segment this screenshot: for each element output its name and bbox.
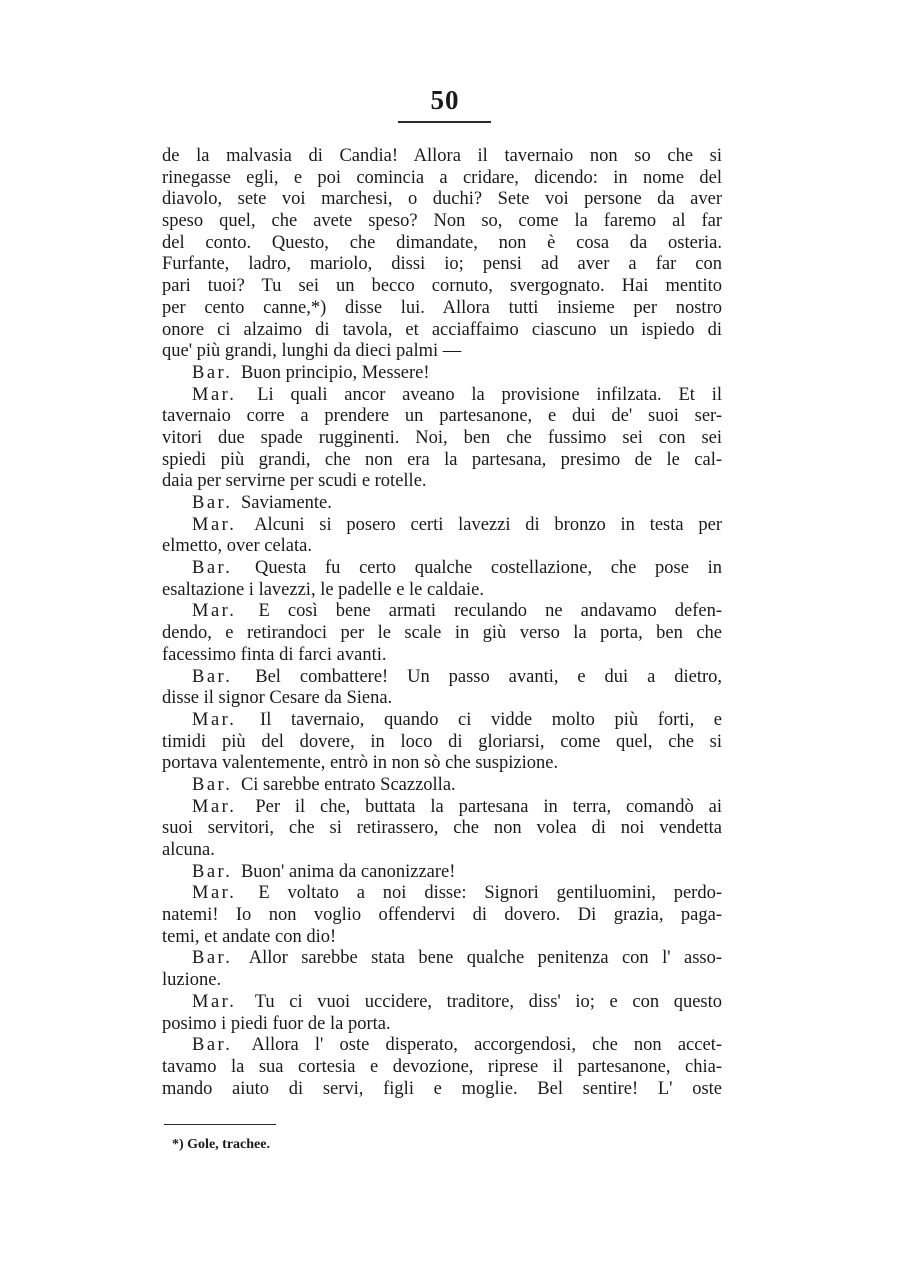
dialogue-line (162, 363, 722, 385)
line-text: Furfante, ladro, mariolo, dissi io; pensi ad aver a far con (162, 254, 722, 275)
line-text: Buon principio, Messere! (240, 362, 430, 383)
text-line (162, 168, 722, 190)
line-text: Questa fu certo qualche costellazione, che pose in (254, 558, 722, 579)
dialogue-line (162, 862, 722, 884)
text-line (162, 298, 722, 320)
speaker-label: Bar. (192, 666, 233, 687)
dialogue-line (162, 558, 722, 580)
line-text: rinegasse egli, e poi comincia a cridare, dicendo: in nome del (162, 167, 722, 188)
text-line (162, 189, 722, 211)
line-text: per cento canne,*) disse lui. Allora tutti insieme per nostro (162, 297, 722, 318)
text-line (162, 1057, 722, 1079)
line-text: pari tuoi? Tu sei un becco cornuto, svergognato. Hai mentito (162, 276, 722, 297)
speaker-label: Mar. (192, 709, 237, 730)
dialogue-line (162, 775, 722, 797)
dialogue-line (162, 667, 722, 689)
text-line (162, 146, 722, 168)
text-line (162, 320, 722, 342)
line-text: luzione. (162, 970, 222, 991)
text-line (162, 753, 722, 775)
line-text: tavernaio corre a prendere un partesanone, e dui de' suoi ser- (162, 406, 722, 427)
line-text: Allora l' oste disperato, accorgendosi, che non accet- (251, 1035, 722, 1056)
line-text: portava valentemente, entrò in non sò che suspizione. (162, 753, 559, 774)
line-text: vitori due spade rugginenti. Noi, ben che fussimo sei con sei (162, 427, 722, 448)
line-text: Alcuni si posero certi lavezzi di bronzo in testa per (254, 514, 722, 535)
line-text: diavolo, sete voi marchesi, o duchi? Sete voi persone da aver (162, 189, 722, 210)
text-line (162, 645, 722, 667)
text-line (162, 927, 722, 949)
dialogue-line (162, 883, 722, 905)
page-number: 50 (430, 85, 460, 115)
line-text: suoi servitori, che si retirassero, che non volea di noi vendetta (162, 818, 722, 839)
footnote-rule (164, 1124, 276, 1125)
speaker-label: Bar. (192, 774, 233, 795)
dialogue-line (162, 1035, 722, 1057)
line-text: temi, et andate con dio! (162, 926, 337, 947)
text-line (162, 233, 722, 255)
speaker-label: Bar. (192, 1035, 233, 1056)
text-line (162, 818, 722, 840)
dialogue-line (162, 601, 722, 623)
line-text: Allor sarebbe stata bene qualche penitenza con l' asso- (248, 948, 722, 969)
text-line (162, 970, 722, 992)
text-line (162, 406, 722, 428)
footnote: *) Gole, trachee. (172, 1137, 270, 1152)
line-text: elmetto, over celata. (162, 536, 312, 557)
line-text: onore ci alzaimo di tavola, et acciaffaimo ciascuno un ispiedo di (162, 319, 722, 340)
speaker-label: Bar. (192, 558, 233, 579)
text-line (162, 623, 722, 645)
line-text: del conto. Questo, che dimandate, non è cosa da osteria. (162, 232, 722, 253)
line-text: natemi! Io non voglio offendervi di dovero. Di grazia, paga- (162, 905, 722, 926)
dialogue-line (162, 493, 722, 515)
text-line (162, 1014, 722, 1036)
line-text: que' più grandi, lunghi da dieci palmi — (162, 341, 462, 362)
dialogue-line (162, 710, 722, 732)
speaker-label: Bar. (192, 493, 233, 513)
dialogue-line (162, 948, 722, 970)
line-text: disse il signor Cesare da Siena. (162, 688, 393, 709)
line-text: tavamo la sua cortesia e devozione, riprese il partesanone, chia- (162, 1056, 722, 1077)
text-line (162, 688, 722, 710)
text-line (162, 211, 722, 233)
text-line (162, 471, 722, 493)
line-text: mando aiuto di servi, figli e moglie. Bel sentire! L' oste (162, 1078, 722, 1099)
speaker-label: Mar. (192, 883, 237, 904)
line-text: daia per servirne per scudi e rotelle. (162, 471, 427, 492)
text-line (162, 1079, 722, 1101)
speaker-label: Mar. (192, 514, 237, 535)
text-line (162, 450, 722, 472)
line-text: de la malvasia di Candia! Allora il tavernaio non so che si (162, 146, 722, 166)
line-text: Ci sarebbe entrato Scazzolla. (240, 774, 456, 795)
line-text: spiedi più grandi, che non era la partesana, presimo de le cal- (162, 449, 722, 470)
speaker-label: Mar. (192, 991, 237, 1012)
line-text: speso quel, che avete speso? Non so, come la faremo al far (162, 211, 722, 232)
line-text: Per il che, buttata la partesana in terra, comandò ai (255, 796, 722, 817)
dialogue-line (162, 797, 722, 819)
line-text: esaltazione i lavezzi, le padelle e le caldaie. (162, 579, 485, 600)
speaker-label: Mar. (192, 384, 237, 405)
text-line (162, 341, 722, 363)
line-text: E voltato a noi disse: Signori gentiluomini, perdo- (258, 883, 722, 904)
text-line (162, 276, 722, 298)
header-rule (398, 121, 491, 123)
text-line (162, 905, 722, 927)
speaker-label: Bar. (192, 861, 233, 882)
line-text: Il tavernaio, quando ci vidde molto più forti, e (260, 709, 722, 730)
line-text: Bel combattere! Un passo avanti, e dui a dietro, (255, 666, 722, 687)
text-line (162, 536, 722, 558)
text-line (162, 580, 722, 602)
text-line (162, 840, 722, 862)
dialogue-line (162, 515, 722, 537)
line-text: posimo i piedi fuor de la porta. (162, 1013, 391, 1034)
body-text (162, 146, 722, 1100)
speaker-label: Mar. (192, 796, 237, 817)
text-line (162, 732, 722, 754)
speaker-label: Mar. (192, 601, 237, 622)
line-text: Saviamente. (240, 493, 332, 513)
line-text: Li quali ancor aveano la provisione infilzata. Et il (257, 384, 722, 405)
line-text: E così bene armati reculando ne andavamo defen- (258, 601, 722, 622)
line-text: dendo, e retirandoci per le scale in giù verso la porta, ben che (162, 623, 722, 644)
speaker-label: Bar. (192, 948, 233, 969)
line-text: timidi più del dovere, in loco di gloriarsi, come quel, che si (162, 731, 722, 752)
line-text: alcuna. (162, 840, 215, 860)
line-text: facessimo finta di farci avanti. (162, 644, 387, 665)
dialogue-line (162, 992, 722, 1014)
dialogue-line (162, 385, 722, 407)
speaker-label: Bar. (192, 362, 233, 383)
text-line (162, 428, 722, 450)
text-line (162, 254, 722, 276)
line-text: Buon' anima da canonizzare! (240, 861, 456, 882)
line-text: Tu ci vuoi uccidere, traditore, diss' io; e con questo (254, 991, 722, 1012)
